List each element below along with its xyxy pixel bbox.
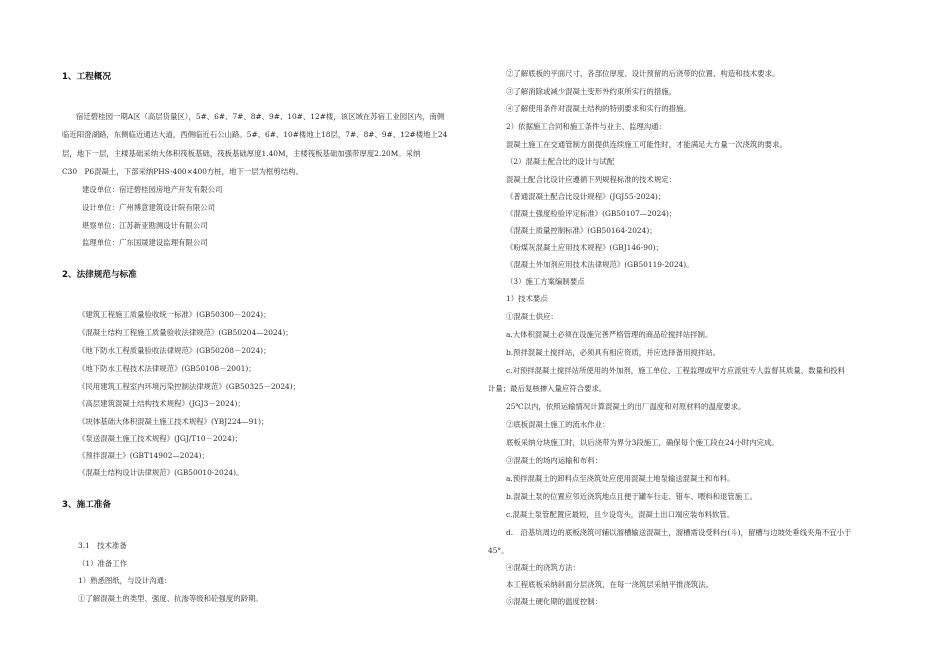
section-1-heading: 1、工程概况: [62, 72, 111, 82]
supervision-unit: 监理单位：广东国晟建设监理有限公司: [82, 238, 208, 247]
subsection-heading: （2）混凝土配合比的设计与试配: [506, 157, 615, 166]
section-2-heading: 2、法律规范与标准: [62, 270, 137, 280]
body-line: 本工程底板采纳斜面分层浇筑，在每一浇筑层采纳平推浇筑法。: [506, 580, 713, 589]
tech-prep-heading: 3.1 技术准备: [78, 541, 127, 550]
body-line: b.混凝土泵的位置应邻近浇筑地点且便于罐车行走、错车、喂料和退管施工。: [506, 492, 757, 501]
prep-step: ①了解混凝土的类型、强度、抗渗等级和砼强度的龄期。: [78, 594, 263, 603]
body-line: ②了解底板的平面尺寸、各部位厚度、设计预留的后浇带的位置、构造和技术要求。: [506, 69, 780, 78]
body-line: 混凝土施工在交通管制方面提供连续施工可能性时，才能满足大方量一次浇筑的要求。: [506, 140, 787, 149]
standard-item: 《泵送混凝土施工技术规程》(JGJ/T10－2024)；: [78, 434, 243, 443]
body-line: 计量；最后复核掺入量应符合要求。: [488, 384, 607, 393]
body-line: a.预拌混凝土的卸料点至浇筑处应使用混凝土地泵输送混凝土和布料。: [506, 474, 735, 483]
standard-item: 《地下防水工程技术法律规范》(GB50108－2001)；: [78, 364, 256, 373]
survey-unit: 堪察单位：江苏新亚勘测设计有限公司: [82, 221, 208, 230]
body-line: b.预拌混凝土搅拌站，必须具有相应资质，并应选择备用搅拌站。: [506, 348, 721, 357]
section-3-heading: 3、施工准备: [62, 500, 111, 510]
design-unit: 设计单位：广州博意建筑设计院有限公司: [82, 203, 216, 212]
body-line: ①混凝土供应：: [506, 312, 558, 321]
standard-item: 《地下防水工程质量验收法律规范》(GB50208－2024)；: [78, 346, 271, 355]
standard-item: 《建筑工程施工质量验收统一标准》(GB50300－2024)；: [78, 310, 271, 319]
standard-item: 《块体基础大体积混凝土施工技术规程》(YBJ224—91)；: [78, 417, 269, 426]
prep-step: 1）熟悉图纸，与设计沟通：: [78, 576, 172, 585]
body-line: d. 沿基坑周边的底板浇筑可辅以溜槽输送混凝土，溜槽需设受料台(斗)，留槽与边坡处垂线夹角不宜小于: [506, 528, 852, 537]
standard-item: 《混凝土外加剂应用技术法律规范》(GB50119-2024)。: [506, 260, 694, 269]
body-line: ③了解消除或减少混凝土变形外约束所实行的措施。: [506, 87, 676, 96]
standard-item: 《普通混凝土配合比设计规程》(JGJ55-2024)；: [506, 192, 666, 201]
standard-item: 《粉煤灰混凝土应用技术规程》(GBJ146-90)；: [506, 243, 663, 252]
project-overview-line: C30 P6混凝土，下部采纳PHS-400×400方桩，地下一层为框剪结构。: [62, 167, 303, 176]
body-line: 1）技术要点: [506, 294, 548, 303]
standard-item: 《预拌混凝土》(GBT14902—2024)；: [78, 451, 209, 460]
body-line: c.对预拌混凝土搅拌站所使用的外加剂，施工单位、工程监理或甲方应派驻专人监督其质量、数量和投料: [506, 366, 846, 375]
project-overview-line: 临近阳澄湖路，东侧临近通达大道，西侧临近石公山路。5#、6#、10#楼地上18层，7#、8#、9#、12#楼地上24: [62, 130, 448, 139]
body-line: ③混凝土的场内运输和布料：: [506, 456, 603, 465]
standard-item: 《混凝土质量控制标准》(GB50164-2024)；: [506, 226, 657, 235]
standard-item: 《民用建筑工程室内环境污染控制法律规范》(GB50325－2024)；: [78, 382, 301, 391]
body-line: 45°。: [488, 546, 509, 555]
standard-item: 《混凝土强度检验评定标准》(GB50107—2024)；: [506, 209, 677, 218]
body-line: ④混凝土的浇筑方法：: [506, 563, 580, 572]
body-line: a.大体积混凝土必须在设施完善严格管理的商品砼搅拌站拌制。: [506, 330, 713, 339]
body-line: ②底板混凝土施工的流水作业：: [506, 420, 610, 429]
construction-unit: 建设单位：宿迁碧桂园房地产开发有限公司: [82, 185, 223, 194]
project-overview-line: 层，地下一层，主楼基础采纳大体积筏板基础，筏板基础厚度1.40M，主楼筏板基础加强带厚度2.20M。采纳: [62, 149, 421, 158]
body-line: 2）依据施工合同和施工条件与业主、监理沟通：: [506, 122, 666, 131]
standard-item: 《混凝土结构工程施工质量验收法律规范》(GB50204—2024)；: [78, 328, 293, 337]
body-line: 底板采纳分块施工时，以后浇带为界分3段施工，确保每个施工段在24小时内完成。: [506, 438, 779, 447]
body-line: 25℃以内，依照运输情况计算混凝土的出厂温度和对原材料的温度要求。: [506, 402, 746, 411]
body-line: ④了解使用条件对混凝土结构的特别要求和实行的措施。: [506, 104, 691, 113]
body-line: ⑤混凝土硬化期的温度控制：: [506, 597, 603, 606]
body-line: c.混凝土泵管配置应最短，且少设弯头，混凝土出口端应装布料软管。: [506, 510, 735, 519]
subsection-heading: （3）施工方案编制要点: [506, 277, 585, 286]
project-overview-line: 宿迁碧桂园一期A区（高层货量区），5#、6#、7#、8#、9#、10#、12#楼，该区域在苏宿工业园区内，南侧: [76, 112, 445, 121]
prep-work-heading: （1）准备工作: [78, 559, 128, 568]
body-line: 混凝土配合比设计应遵循下列规程标准的技术规定：: [506, 175, 676, 184]
standard-item: 《混凝土结构设计法律规范》(GB50010-2024)。: [78, 468, 244, 477]
standard-item: 《高层建筑混凝土结构技术规程》(JGJ3－2024)；: [78, 399, 245, 408]
